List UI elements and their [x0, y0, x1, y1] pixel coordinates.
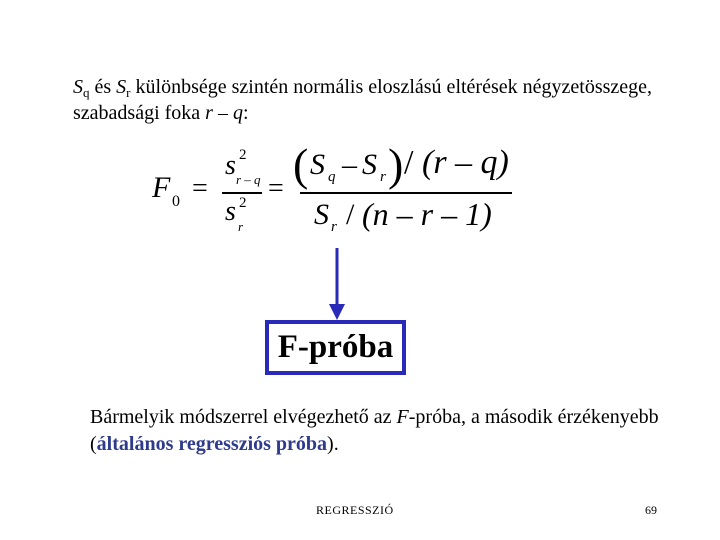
- formula-s-den: s: [225, 196, 236, 227]
- down-arrow-icon: [325, 248, 349, 322]
- intro-s1-sub: q: [83, 85, 90, 100]
- f-test-box: [265, 320, 406, 375]
- conclusion-f: F: [396, 406, 409, 428]
- intro-text-a: különbsége szintén normális eloszlású eltérések négyzetösszege, szabadsági foka: [73, 76, 653, 124]
- formula-minus: –: [342, 148, 357, 181]
- formula-eq-1: =: [192, 173, 208, 204]
- intro-s2: S: [116, 76, 127, 98]
- formula-s-num-sq: 2: [239, 147, 247, 163]
- formula-den-s: S: [314, 198, 329, 231]
- formula-s-den-sq: 2: [239, 195, 247, 211]
- formula-lhs-sub: 0: [172, 193, 180, 210]
- formula-sq: S: [310, 148, 325, 181]
- formula-fraction-bar-2: [300, 192, 512, 194]
- formula-den-dof: (n – r – 1): [362, 196, 492, 232]
- conclusion-highlight: általános regressziós próba: [96, 433, 328, 455]
- footer-title: REGRESSZIÓ: [316, 503, 394, 517]
- intro-connector: és: [89, 76, 117, 98]
- formula-num-slash: /: [404, 144, 414, 181]
- intro-paragraph: [73, 74, 673, 126]
- conclusion-text-a: Bármelyik módszerrel elvégezhető az: [90, 406, 397, 428]
- f-test-label: F-próba: [277, 329, 394, 365]
- formula-s-den-sub: r: [238, 219, 244, 234]
- intro-s2-sub: r: [126, 85, 131, 100]
- formula-fraction-bar-1: [222, 192, 262, 194]
- formula-den-s-sub: r: [331, 219, 337, 235]
- formula-paren-close: ): [388, 139, 404, 190]
- conclusion-text-b: -próba, a második érzékenyebb (: [90, 406, 659, 455]
- conclusion-text-c: ).: [327, 433, 339, 455]
- page-number: 69: [645, 503, 657, 517]
- formula-s-num-sub: r – q: [236, 172, 261, 187]
- formula-s-num: s: [225, 150, 236, 181]
- formula-paren-open: (: [293, 139, 309, 190]
- formula-sq-sub: q: [328, 169, 336, 185]
- f-statistic-formula: [150, 140, 530, 240]
- intro-dof: r – q: [205, 102, 243, 124]
- intro-end: :: [242, 102, 249, 124]
- formula-den-slash: /: [346, 198, 355, 231]
- formula-lhs: F: [152, 171, 171, 204]
- conclusion-paragraph: [90, 404, 690, 458]
- formula-sr: S: [362, 148, 377, 181]
- formula-eq-2: =: [268, 173, 284, 204]
- intro-s1: S: [73, 76, 83, 98]
- formula-num-dof: (r – q): [422, 144, 509, 181]
- formula-sr-sub: r: [380, 169, 386, 185]
